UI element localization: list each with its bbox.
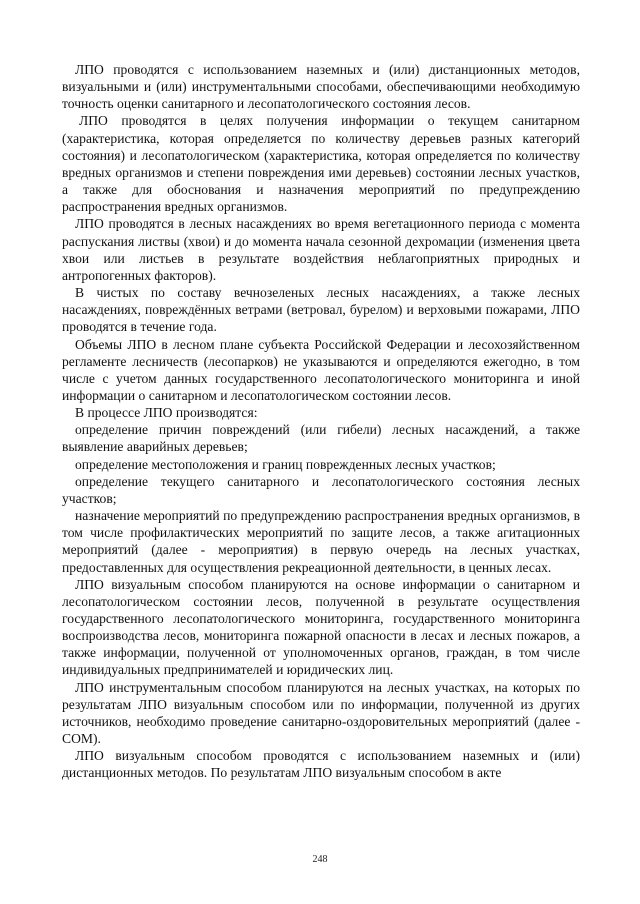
page-number: 248 bbox=[312, 854, 328, 865]
paragraph-methods: ЛПО проводятся с использованием наземных и (или) дистанционных методов, визуальными и (или) инструментальными способами, обеспечивающими необходимую точность оценки санитарного и лесопатологического состояния лесов. bbox=[62, 62, 580, 112]
list-item-damage-causes: определение причин повреждений (или гибели) лесных насаждений, а также выявление аварийных деревьев; bbox=[62, 422, 580, 455]
paragraph-volumes: Объемы ЛПО в лесном плане субъекта Российской Федерации и лесохозяйственном регламенте лесничеств (лесопарков) не указываются и определяются ежегодно, в том числе с учетом данных государственного лесопатологического мониторинга и иной информации о санитарном и лесопатологическом состоянии лесов. bbox=[62, 336, 580, 403]
paragraph-purpose: ЛПО проводятся в целях получения информации о текущем санитарном (характеристика, которая определяется по количеству деревьев разных категорий состояния) и лесопатологическом (характеристика, которая определяется по количеству вредных организмов и степени повреждения ими деревьев) состоянии лесных участков, а также для обоснования и назначения мероприятий по предупреждению распространения вредных организмов. bbox=[62, 113, 580, 215]
paragraph-visual-methods: ЛПО визуальным способом проводятся с использованием наземных и (или) дистанционных методов. По результатам ЛПО визуальным способом в акте bbox=[62, 748, 580, 781]
list-item-current-state: определение текущего санитарного и лесопатологического состояния лесных участков; bbox=[62, 473, 580, 506]
list-item-measures: назначение мероприятий по предупреждению распространения вредных организмов, в том числе профилактических мероприятий по защите лесов, а также агитационных мероприятий (далее - мероприятия) в первую очередь на лесных участках, предоставленных для осуществления рекреационной деятельности, в ценных лесах. bbox=[62, 508, 580, 575]
list-item-location: определение местоположения и границ поврежденных лесных участков; bbox=[75, 456, 496, 472]
paragraph-instrumental-planning: ЛПО инструментальным способом планируются на лесных участках, на которых по результатам ЛПО визуальным способом или по информации, полученной из других источников, необходимо проведение санитарно-оздоровительных мероприятий (далее - СОМ). bbox=[62, 679, 580, 747]
paragraph-vegetation-period: ЛПО проводятся в лесных насаждениях во время вегетационного периода с момента распускания листвы (хвои) и до момента начала сезонной дехромации (изменения цвета хвои или листьев в результате воздействия неблагоприятных природных и антропогенных факторов). bbox=[62, 216, 580, 283]
paragraph-visual-planning: ЛПО визуальным способом планируются на основе информации о санитарном и лесопатологическом состоянии лесов, полученной в результате осуществления государственного лесопатологического мониторинга, государственного мониторинга воспроизводства лесов, мониторинга пожарной опасности в лесах и лесных пожаров, а также информации, полученной от уполномоченных органов, граждан, в том числе индивидуальных предпринимателей и юридических лиц. bbox=[62, 576, 580, 678]
paragraph-process-intro: В процессе ЛПО производятся: bbox=[75, 405, 258, 421]
paragraph-evergreen: В чистых по составу вечнозеленых лесных насаждениях, а также лесных насаждениях, повреждённых ветрами (ветровал, бурелом) и верховыми пожарами, ЛПО проводятся в течение года. bbox=[62, 285, 580, 335]
document-page bbox=[62, 61, 580, 782]
